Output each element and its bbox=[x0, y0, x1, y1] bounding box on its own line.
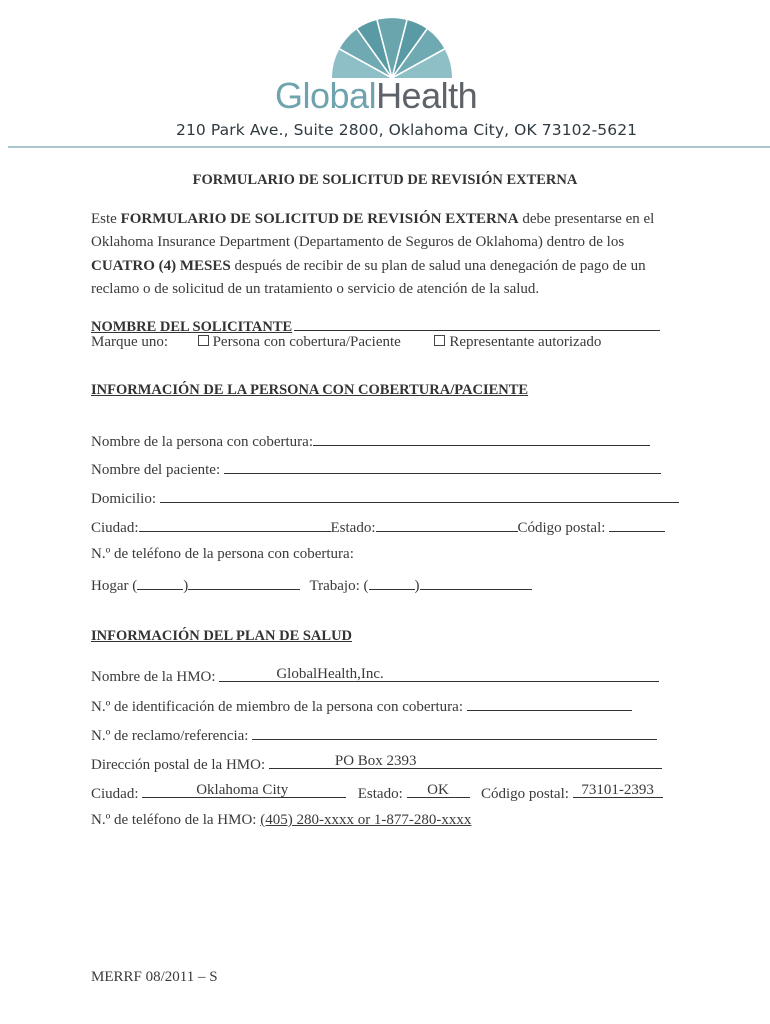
covered-person-option: Persona con cobertura/Paciente bbox=[212, 334, 401, 350]
member-id-row bbox=[91, 696, 632, 716]
mailing-label: Dirección postal de la HMO: bbox=[91, 757, 266, 773]
header bbox=[0, 0, 770, 150]
hmo-name-label: Nombre de la HMO: bbox=[91, 669, 216, 685]
intro-bold-1: FORMULARIO DE SOLICITUD DE REVISIÓN EXTERNA bbox=[120, 211, 519, 227]
authorized-rep-option: Representante autorizado bbox=[449, 334, 602, 350]
applicant-type-row bbox=[91, 334, 601, 351]
covered-name-field[interactable] bbox=[313, 431, 650, 446]
globalhealth-logo-icon bbox=[327, 12, 457, 78]
covered-name-row bbox=[91, 431, 650, 451]
home-label: Hogar ( bbox=[91, 578, 138, 594]
home-close-paren: ) bbox=[183, 578, 189, 594]
covered-phone-label-row bbox=[91, 546, 354, 563]
hmo-phone-label: N.º de teléfono de la HMO: bbox=[91, 812, 257, 828]
work-area-code-field[interactable] bbox=[369, 575, 415, 590]
patient-section-heading: INFORMACIÓN DE LA PERSONA CON COBERTURA/PACIENTE bbox=[91, 382, 529, 398]
form-title: FORMULARIO DE SOLICITUD DE REVISIÓN EXTERNA bbox=[192, 172, 578, 188]
state-label: Estado: bbox=[330, 520, 376, 536]
form-code-footer: MERRF 08/2011 – S bbox=[91, 969, 218, 985]
patient-name-label: Nombre del paciente: bbox=[91, 462, 221, 478]
address-row bbox=[91, 488, 679, 508]
hmo-phone-value: (405) 280-xxxx or 1-877-280-xxxx bbox=[260, 812, 472, 828]
plan-section-heading: INFORMACIÓN DEL PLAN DE SALUD bbox=[91, 628, 353, 644]
hmo-phone-row bbox=[91, 812, 471, 829]
city-state-zip-row bbox=[91, 517, 665, 537]
claim-row bbox=[91, 725, 657, 745]
plan-city-row bbox=[91, 783, 663, 803]
patient-name-field[interactable] bbox=[224, 459, 661, 474]
hmo-name-row bbox=[91, 667, 659, 686]
work-phone-field[interactable] bbox=[420, 575, 532, 590]
hmo-name-value: GlobalHealth,Inc. bbox=[276, 666, 384, 682]
zip-label: Código postal: bbox=[517, 520, 606, 536]
brand-part1: Global bbox=[275, 75, 377, 116]
claim-label: N.º de reclamo/referencia: bbox=[91, 728, 249, 744]
intro-text-3: después de recibir de su plan de salud una denegación de pago de un reclamo o de solicitud de un tratamiento o servicio de atención de la salud. bbox=[91, 257, 646, 297]
member-id-label: N.º de identificación de miembro de la persona con cobertura: bbox=[91, 699, 464, 715]
plan-city-value: Oklahoma City bbox=[196, 782, 289, 798]
plan-zip-field[interactable] bbox=[573, 783, 663, 798]
plan-state-label: Estado: bbox=[357, 786, 403, 802]
applicant-row bbox=[91, 316, 660, 336]
plan-city-label: Ciudad: bbox=[91, 786, 139, 802]
work-label: Trabajo: ( bbox=[309, 578, 369, 594]
intro-text-2: debe presentarse en el Oklahoma Insurance Department (Departamento de Seguros de Oklahoma) dentro de los bbox=[91, 211, 655, 251]
authorized-rep-checkbox[interactable] bbox=[434, 335, 445, 346]
claim-field[interactable] bbox=[252, 725, 657, 740]
plan-state-value: OK bbox=[427, 782, 449, 798]
header-divider bbox=[8, 146, 770, 148]
intro-bold-2: CUATRO (4) MESES bbox=[91, 257, 231, 274]
brand-part2: Health bbox=[376, 75, 478, 116]
covered-person-checkbox[interactable] bbox=[198, 335, 209, 346]
mailing-field[interactable] bbox=[269, 754, 662, 769]
home-phone-field[interactable] bbox=[188, 575, 300, 590]
address-label: Domicilio: bbox=[91, 491, 156, 507]
covered-phone-label: N.º de teléfono de la persona con cobertura: bbox=[91, 546, 354, 562]
intro-text-1: Este bbox=[91, 211, 121, 227]
home-area-code-field[interactable] bbox=[137, 575, 183, 590]
covered-name-label: Nombre de la persona con cobertura: bbox=[91, 434, 313, 450]
brand-wordmark bbox=[275, 76, 477, 116]
intro-paragraph bbox=[91, 208, 691, 301]
work-close-paren: ) bbox=[414, 578, 420, 594]
plan-zip-label: Código postal: bbox=[481, 786, 569, 802]
member-id-field[interactable] bbox=[467, 696, 632, 711]
plan-city-field[interactable] bbox=[142, 783, 346, 798]
mark-one-label: Marque uno: bbox=[91, 334, 169, 350]
city-field[interactable] bbox=[139, 517, 331, 532]
city-label: Ciudad: bbox=[91, 520, 139, 536]
mailing-value: PO Box 2393 bbox=[334, 753, 417, 769]
state-field[interactable] bbox=[376, 517, 518, 532]
mailing-row bbox=[91, 754, 662, 774]
plan-state-field[interactable] bbox=[407, 783, 470, 798]
address-field[interactable] bbox=[160, 488, 679, 503]
patient-name-row bbox=[91, 459, 661, 479]
hmo-name-field[interactable] bbox=[219, 667, 659, 681]
plan-zip-value: 73101-2393 bbox=[581, 782, 654, 798]
header-address: 210 Park Ave., Suite 2800, Oklahoma City, OK 73102-5621 bbox=[176, 121, 638, 139]
applicant-name-field[interactable] bbox=[294, 316, 660, 331]
applicant-label: NOMBRE DEL SOLICITANTE bbox=[91, 319, 293, 335]
phone-row bbox=[91, 575, 532, 595]
zip-field[interactable] bbox=[609, 517, 665, 532]
